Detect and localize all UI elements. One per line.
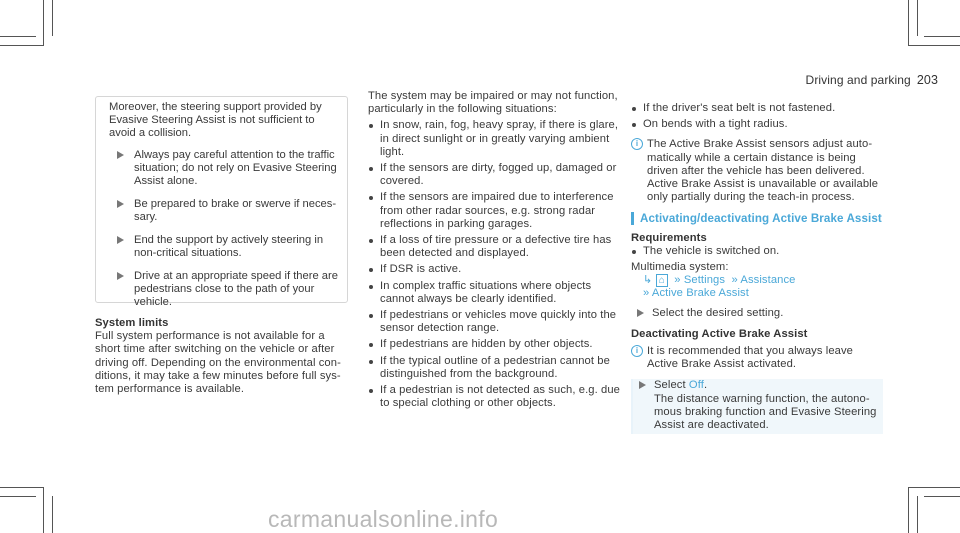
step-arrow-icon [117,236,124,244]
crop-mark [908,487,960,488]
crop-mark [43,487,44,533]
crop-mark [52,496,53,533]
system-limits-heading: System limits [95,317,169,329]
step-arrow-icon [639,381,646,389]
crop-mark [917,496,918,533]
requirements-heading: Requirements [631,231,707,244]
crop-mark [52,0,53,36]
list-item: If pedestrians are hidden by other objects. [368,338,623,351]
warning-step: Always pay careful attention to the traffic situation; do not rely on Evasive Steering Assist alone. [109,149,339,189]
crop-mark [0,487,44,488]
menu-entry-arrow-icon: ↳ [643,274,653,287]
list-item: On bends with a tight radius. [631,118,883,131]
bullet-icon [369,167,373,171]
menu-assistance[interactable]: Assistance [740,274,796,287]
info-icon: i [631,345,643,357]
info-note: i The Active Brake Assist sensors adjust auto- matically while a certain distance is being driven after the vehicle has been delivered. Active Brake Assist is unavailable or available only partially during the teach-in process. [631,138,883,204]
off-option[interactable]: Off [688,379,704,392]
bullet-icon [369,239,373,243]
step-arrow-icon [117,272,124,280]
home-icon[interactable]: ⌂ [656,274,668,287]
step-arrow-icon [117,151,124,159]
list-item: If DSR is active. [368,263,623,276]
step-arrow-icon [117,200,124,208]
bullet-icon [369,343,373,347]
warning-step: End the support by actively steering in non-critical situations. [109,234,339,260]
crop-mark [924,496,960,497]
bullet-icon [632,123,636,127]
bullet-icon [369,314,373,318]
list-item: If the driver's seat belt is not fastened. [631,102,883,115]
menu-path [631,274,883,300]
off-result: The distance warning function, the autono- mous braking function and Evasive Steering Assist are deactivated. [654,392,877,432]
page-number: 203 [916,73,938,87]
list-item: In complex traffic situations where objects cannot always be clearly identified. [368,280,623,306]
list-item: If the sensors are dirty, fogged up, damaged or covered. [368,162,623,188]
list-item: If the sensors are impaired due to interference from other radar sources, e.g. strong radar reflections in parking garages. [368,191,623,231]
list-item: If the typical outline of a pedestrian cannot be distinguished from the background. [368,355,623,381]
crop-mark [917,0,918,36]
bullet-icon [632,250,636,254]
deactivating-heading: Deactivating Active Brake Assist [631,327,808,340]
menu-settings[interactable]: Settings [683,274,726,287]
bullet-icon [369,268,373,272]
warning-step: Drive at an appropriate speed if there are pedestrians close to the path of your vehicle. [109,270,339,310]
list-item: The vehicle is switched on. [631,245,883,258]
crop-mark [924,36,960,37]
list-item: If a pedestrian is not detected as such, e.g. due to special clothing or other objects. [368,384,623,410]
watermark: carmanualsonline.info [268,506,499,532]
info-icon: i [631,138,643,150]
warning-box [95,96,348,308]
list-item: If pedestrians or vehicles move quickly into the sensor detection range. [368,309,623,335]
chevron-right-icon: » [671,274,681,287]
warning-intro: Moreover, the steering support provided by Evasive Steering Assist is not sufficient to avoid a collision. [109,101,322,140]
bullet-icon [369,360,373,364]
warning-step: Be prepared to brake or swerve if neces- sary. [109,198,339,224]
column-3 [631,102,883,438]
crop-mark [908,45,960,46]
crop-mark [908,0,909,46]
chevron-right-icon: » [643,287,650,300]
instruction-step: Select the desired setting. [631,307,883,320]
section-title: Activating/deactivating Active Brake Assist [631,212,883,225]
multimedia-label: Multimedia system: [631,261,729,274]
bullet-icon [369,196,373,200]
step-arrow-icon [637,309,644,317]
list-item: If a loss of tire pressure or a defective tire has been detected and displayed. [368,234,623,260]
info-note: i It is recommended that you always leave Active Brake Assist activated. [631,345,883,371]
instruction-step: Select Off. The distance warning function, the autono- mous braking function and Evasive Steering Assist are deactivated. [631,379,883,434]
chevron-right-icon: » [728,274,738,287]
system-limits [95,317,350,396]
bullet-icon [369,285,373,289]
bullet-icon [632,107,636,111]
section-bar-icon [631,212,634,225]
impairment-intro: The system may be impaired or may not function, particularly in the following situations: [368,90,618,116]
crop-mark [0,496,36,497]
crop-mark [43,0,44,46]
list-item: In snow, rain, fog, heavy spray, if there is glare, in direct sunlight or in greatly varying ambient light. [368,119,623,159]
menu-active-brake-assist[interactable]: Active Brake Assist [651,287,749,300]
crop-mark [908,487,909,533]
bullet-icon [369,389,373,393]
column-2 [368,90,623,413]
crop-mark [0,36,36,37]
system-limits-text: Full system performance is not available for a short time after switching on the vehicle or after driving off. Depending on the environmental con- ditions, it may take a few minutes before full sys- tem performance is available. [95,330,341,396]
crop-mark [0,45,44,46]
bullet-icon [369,124,373,128]
page-header [806,73,938,87]
section-name: Driving and parking [805,73,911,87]
